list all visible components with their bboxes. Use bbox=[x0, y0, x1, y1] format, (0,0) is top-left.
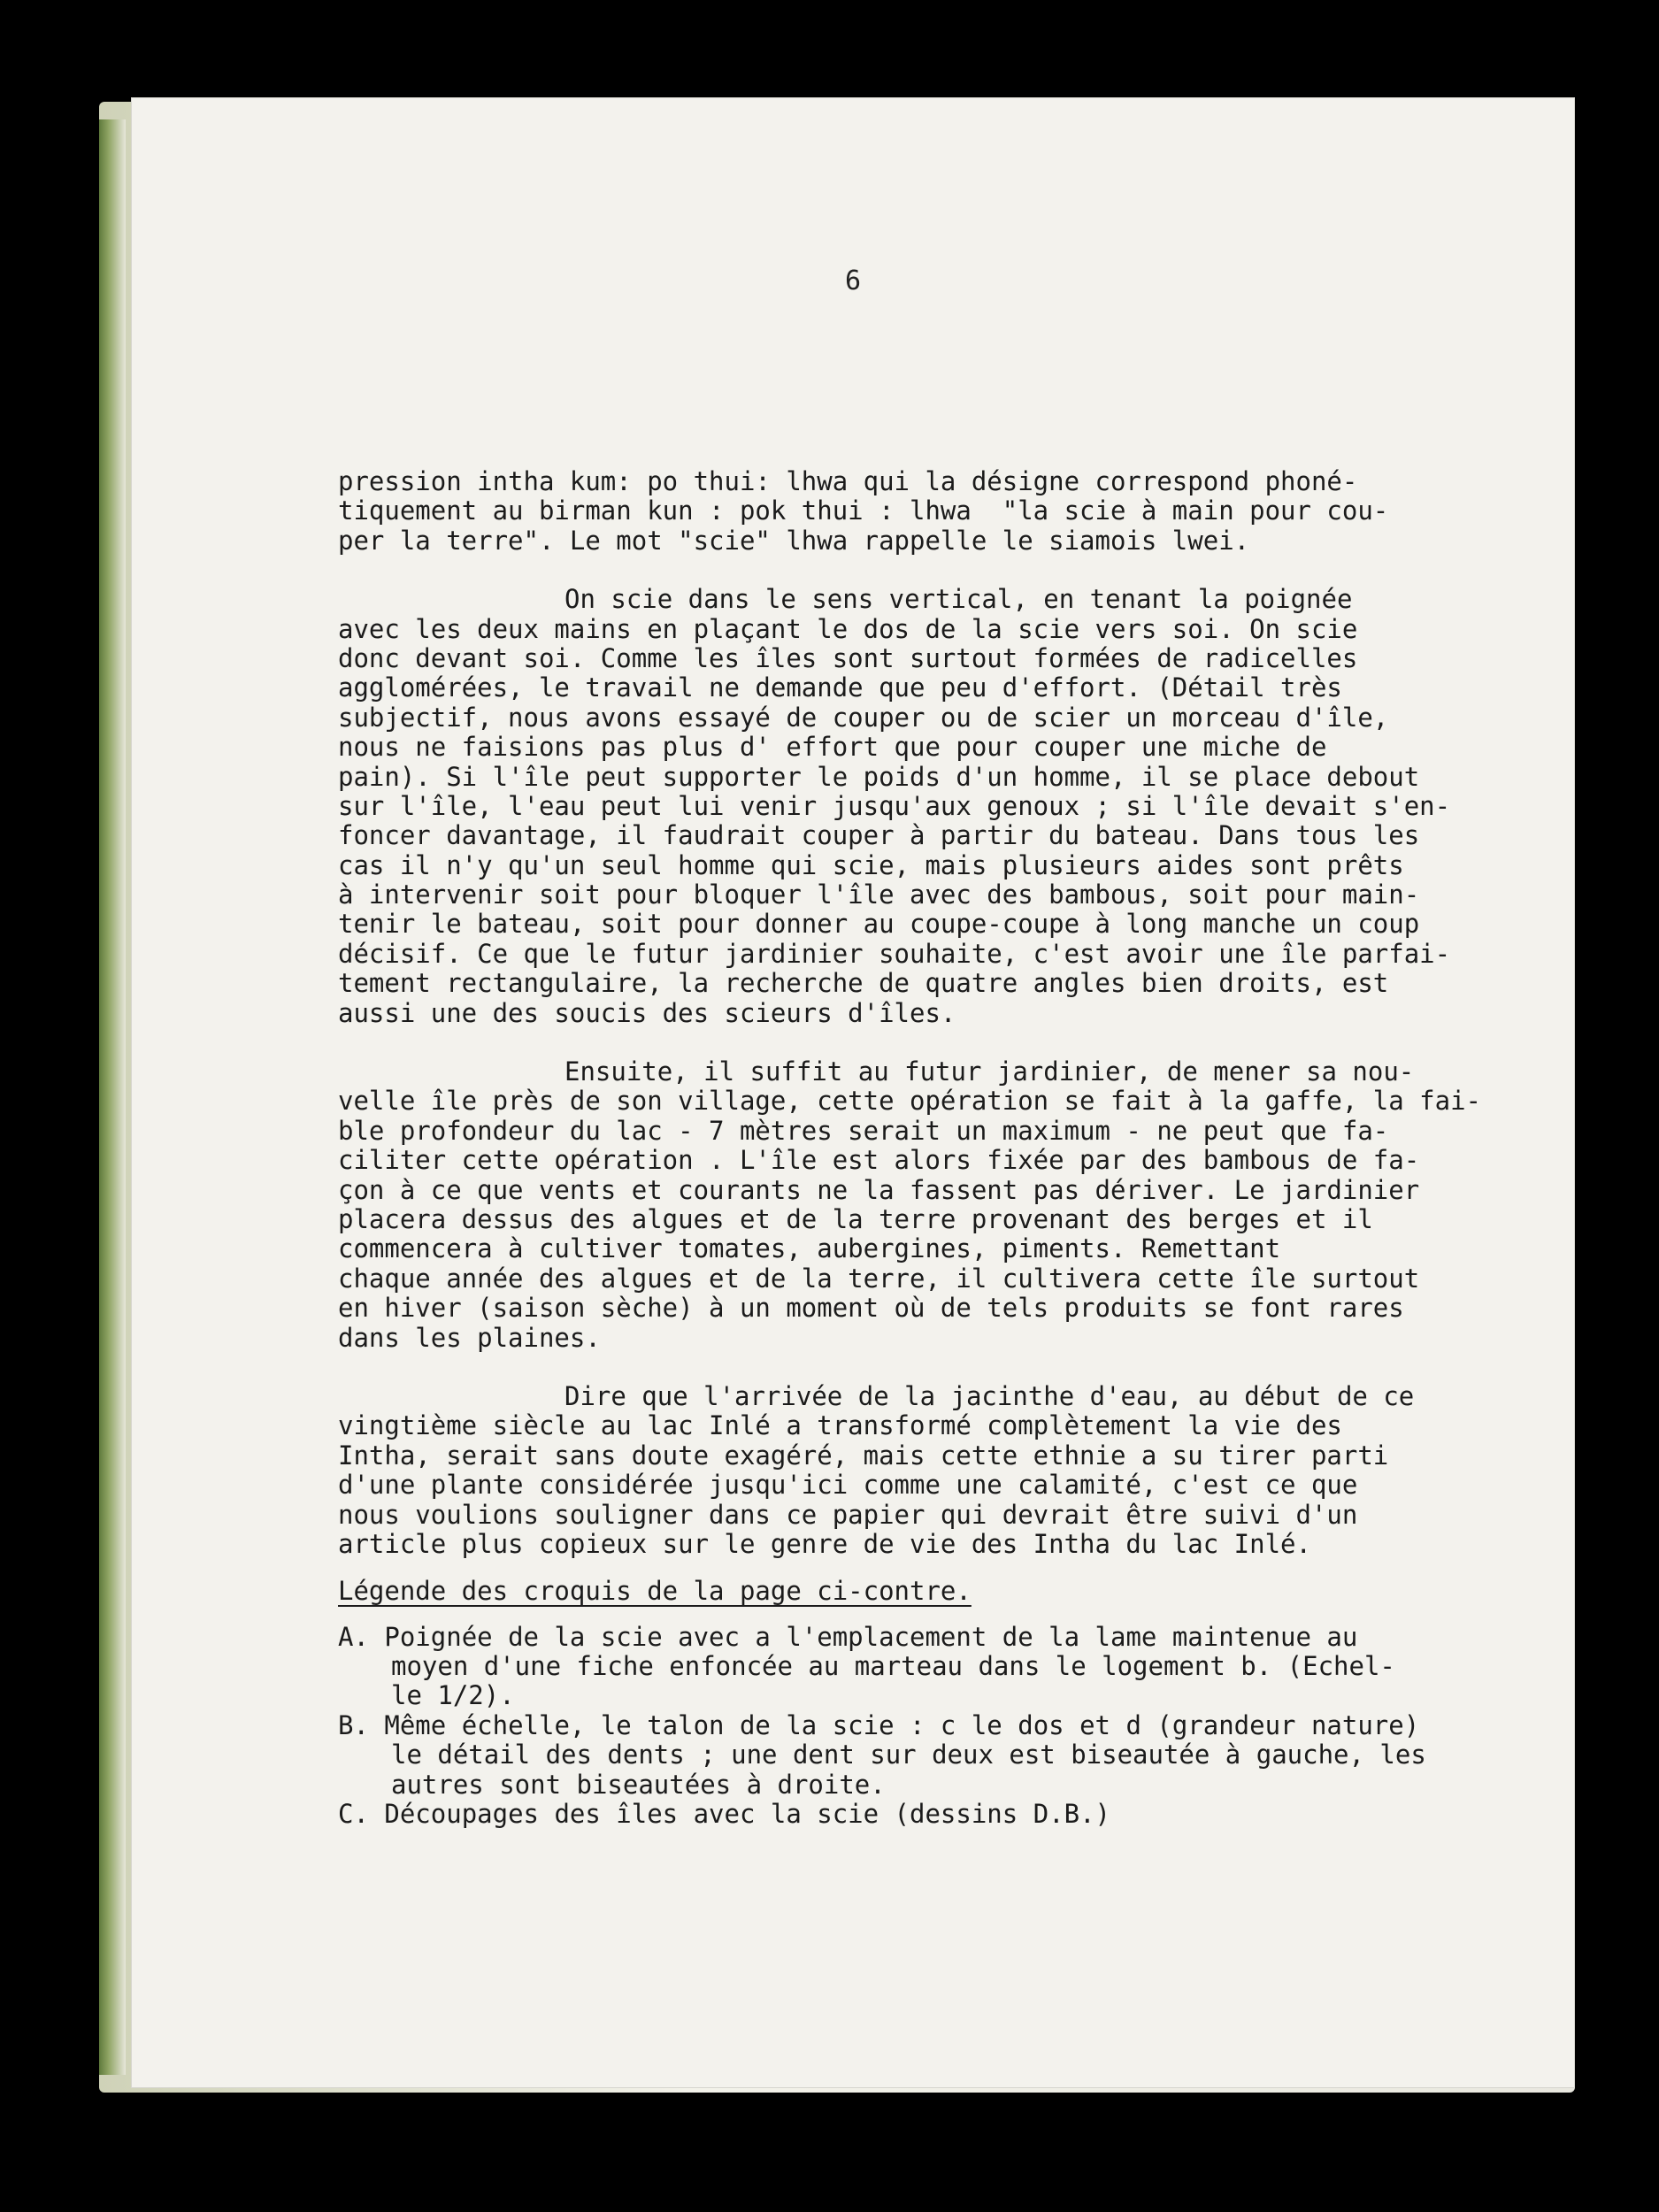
text-line: chaque année des algues et de la terre, il cultivera cette île surtout bbox=[338, 1263, 1420, 1294]
text-line: agglomérées, le travail ne demande que peu d'effort. (Détail très bbox=[338, 672, 1342, 703]
legend-item-c bbox=[338, 1800, 1386, 1829]
text-line: d'une plante considérée jusqu'ici comme une calamité, c'est ce que bbox=[338, 1470, 1358, 1501]
legend-item-a bbox=[338, 1621, 1395, 1711]
text-line: tement rectangulaire, la recherche de quatre angles bien droits, est bbox=[338, 968, 1389, 999]
paragraph-3 bbox=[338, 1056, 1482, 1353]
text-line: vingtième siècle au lac Inlé a transformé complètement la vie des bbox=[338, 1410, 1342, 1441]
text-line: pain). Si l'île peut supporter le poids d'un homme, il se place debout bbox=[338, 761, 1420, 792]
text-line: commencera à cultiver tomates, aubergines, piments. Remettant bbox=[338, 1233, 1281, 1264]
legend-title: Légende des croquis de la page ci-contre. bbox=[338, 1576, 972, 1607]
text-line: décisif. Ce que le futur jardinier souhaite, c'est avoir une île parfai- bbox=[338, 938, 1451, 969]
text-line: dans les plaines. bbox=[338, 1322, 601, 1353]
text-line: avec les deux mains en plaçant le dos de la scie vers soi. On scie bbox=[338, 613, 1358, 644]
text-line: le 1/2). bbox=[391, 1680, 515, 1711]
text-line: moyen d'une fiche enfoncée au marteau dans le logement b. (Echel- bbox=[391, 1651, 1395, 1682]
legend-marker: C. bbox=[338, 1799, 369, 1830]
text-line: velle île près de son village, cette opération se fait à la gaffe, la fai- bbox=[338, 1086, 1482, 1117]
text-line: aussi une des soucis des scieurs d'îles. bbox=[338, 997, 956, 1028]
text-line: cas il n'y qu'un seul homme qui scie, mais plusieurs aides sont prêts bbox=[338, 849, 1404, 880]
paragraph-2 bbox=[338, 584, 1451, 1028]
text-line: donc devant soi. Comme les îles sont surtout formées de radicelles bbox=[338, 642, 1358, 673]
text-line: placera dessus des algues et de la terre provenant des berges et il bbox=[338, 1203, 1373, 1234]
legend-marker: B. bbox=[338, 1709, 369, 1740]
text-line: sur l'île, l'eau peut lui venir jusqu'aux genoux ; si l'île devait s'en- bbox=[338, 790, 1451, 821]
text-line: à intervenir soit pour bloquer l'île avec des bambous, soit pour main- bbox=[338, 879, 1420, 910]
text-line: le détail des dents ; une dent sur deux est biseautée à gauche, les bbox=[391, 1740, 1426, 1770]
paragraph-1 bbox=[338, 466, 1389, 556]
text-line: tenir le bateau, soit pour donner au coupe-coupe à long manche un coup bbox=[338, 909, 1420, 940]
text-line: tiquement au birman kun : pok thui : lhwa "la scie à main pour cou- bbox=[338, 495, 1389, 526]
text-line: ciliter cette opération . L'île est alors fixée par des bambous de fa- bbox=[338, 1145, 1420, 1176]
text-line: nous ne faisions pas plus d' effort que pour couper une miche de bbox=[338, 732, 1327, 763]
text-line: autres sont biseautées à droite. bbox=[391, 1769, 886, 1800]
text-line: çon à ce que vents et courants ne la fassent pas dériver. Le jardinier bbox=[338, 1174, 1420, 1205]
text-line: Ensuite, il suffit au futur jardinier, de mener sa nou- bbox=[565, 1056, 1415, 1087]
text-line: Même échelle, le talon de la scie : c le dos et d (grandeur nature) bbox=[384, 1709, 1420, 1740]
text-line: Poignée de la scie avec a l'emplacement de la lame maintenue au bbox=[384, 1621, 1358, 1652]
text-line: Intha, serait sans doute exagéré, mais cette ethnie a su tirer parti bbox=[338, 1440, 1389, 1471]
text-line: nous voulions souligner dans ce papier qui devrait être suivi d'un bbox=[338, 1499, 1358, 1530]
text-line: per la terre". Le mot "scie" lhwa rappelle le siamois lwei. bbox=[338, 525, 1250, 556]
legend-item-b bbox=[338, 1709, 1426, 1800]
page-edge bbox=[99, 119, 126, 2075]
text-line: subjectif, nous avons essayé de couper ou de scier un morceau d'île, bbox=[338, 702, 1389, 733]
text-line: Dire que l'arrivée de la jacinthe d'eau, au début de ce bbox=[565, 1380, 1415, 1411]
text-line: article plus copieux sur le genre de vie des Intha du lac Inlé. bbox=[338, 1528, 1311, 1559]
paragraph-4 bbox=[338, 1380, 1415, 1559]
text-line: On scie dans le sens vertical, en tenant la poignée bbox=[565, 584, 1353, 615]
text-line: en hiver (saison sèche) à un moment où de tels produits se font rares bbox=[338, 1293, 1404, 1324]
legend-marker: A. bbox=[338, 1621, 369, 1652]
text-line: ble profondeur du lac - 7 mètres serait un maximum - ne peut que fa- bbox=[338, 1115, 1389, 1146]
body-text bbox=[338, 466, 1482, 1830]
page-number: 6 bbox=[844, 265, 862, 296]
text-line: Découpages des îles avec la scie (dessins D.B.) bbox=[384, 1799, 1110, 1830]
text-line: pression intha kum: po thui: lhwa qui la désigne correspond phoné- bbox=[338, 466, 1358, 496]
text-line: foncer davantage, il faudrait couper à partir du bateau. Dans tous les bbox=[338, 820, 1420, 851]
legend bbox=[338, 1576, 1426, 1830]
